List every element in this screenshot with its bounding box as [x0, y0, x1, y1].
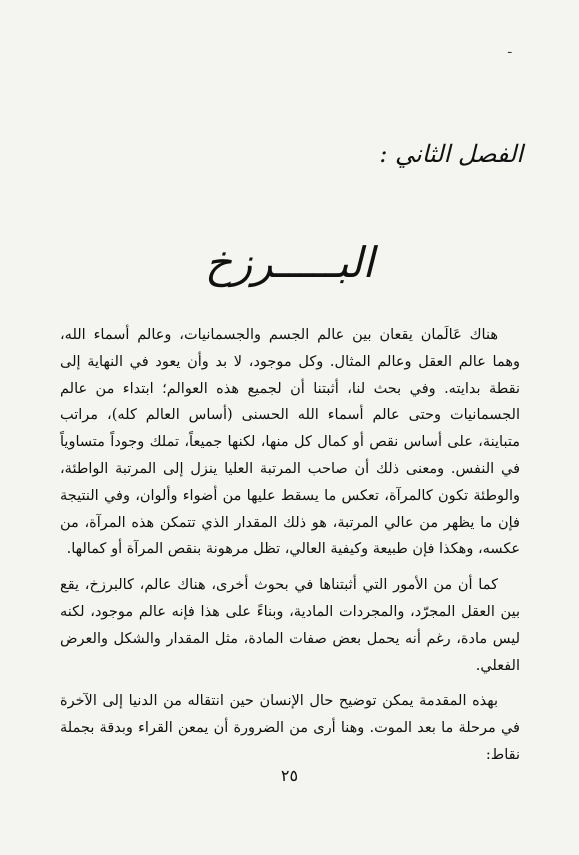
paragraph-3: بهذه المقدمة يمكن توضيح حال الإنسان حين انتقاله من الدنيا إلى الآخرة في مرحلة ما بعد الموت. وهنا أرى من الضرورة أن يمعن القراء وبدقة بجملة نقاط:: [60, 693, 520, 763]
corner-mark: ـ: [508, 42, 512, 56]
chapter-label: الفصل الثاني :: [379, 140, 523, 168]
chapter-title: البـــــرزخ: [204, 238, 375, 287]
paragraph-1: هناك عَالَمان يقعان بين عالم الجسم والجسمانيات، وعالم أسماء الله، وهما عالم العقل وعالم المثال. وكل موجود، لا بد وأن يعود في النهاية إلى نقطة بدايته. وفي بحث لنا، أثبتنا أن لجميع هذه العوالم؛ ابتداء من عالم الجسمانيات وحتى عالم أسماء الله الحسنى (أساس العالم كله)، مراتب متباينة، على أساس نقص أو كمال كل منها، لكنها جميعاً، تملك وجوداً متساوياً في النفس. ومعنى ذلك أن صاحب المرتبة العليا ينزل إلى المرتبة الواطئة، والوطئة تكون كالمرآة، تعكس ما يسقط عليها من أضواء وألوان، وفي النتيجة فإن ما يظهر من عالي المرتبة، هو ذلك المقدار الذي تتمكن هذه المرآة، من عكسه، وهكذا فإن طبيعة وكيفية العالي، تظل مرهونة بنقص المرآة أو كمالها.: [60, 327, 520, 558]
body-text: [60, 322, 520, 778]
page-number: ٢٥: [280, 766, 299, 785]
paragraph-2: كما أن من الأمور التي أثبتناها في بحوث أخرى، هناك عالم، كالبرزخ، يقع بين العقل المجرّد، والمجردات المادية، وبناءً على هذا فإنه عالم موجود، لكنه ليس مادة، رغم أنه يحمل بعض صفات المادة، مثل المقدار والشكل والعرض الفعلي.: [60, 577, 520, 674]
